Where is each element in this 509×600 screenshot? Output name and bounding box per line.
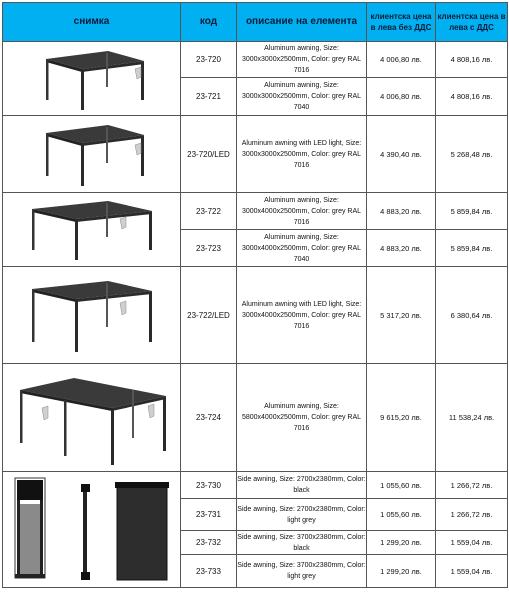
- table-row: [3, 116, 508, 193]
- pergola-image: [3, 47, 180, 111]
- cell-description: Aluminum awning with LED light, Size: 3000x4000x2500mm, Color: grey RAL 7016: [237, 267, 367, 364]
- price-table: [2, 2, 508, 588]
- cell-code: 23-723: [181, 230, 237, 267]
- cell-description: Aluminum awning, Size: 5800x4000x2500mm, Color: grey RAL 7016: [237, 364, 367, 472]
- product-image-pergola-3x4: [3, 193, 181, 267]
- cell-code: 23-724: [181, 364, 237, 472]
- cell-price-no-vat: 4 883,20 лв.: [367, 193, 436, 230]
- cell-price-no-vat: 4 006,80 лв.: [367, 78, 436, 116]
- cell-code: 23-732: [181, 531, 237, 555]
- cell-description: Side awning, Size: 2700x2380mm, Color: black: [237, 472, 367, 499]
- pergola-image: [3, 197, 180, 263]
- cell-description: Side awning, Size: 3700x2380mm, Color: light grey: [237, 555, 367, 588]
- cell-description: Aluminum awning, Size: 3000x4000x2500mm, Color: grey RAL 7040: [237, 230, 367, 267]
- cell-code: 23-721: [181, 78, 237, 116]
- cell-code: 23-731: [181, 499, 237, 531]
- cell-price-no-vat: 1 055,60 лв.: [367, 472, 436, 499]
- cell-price-no-vat: 9 615,20 лв.: [367, 364, 436, 472]
- cell-price-no-vat: 4 390,40 лв.: [367, 116, 436, 193]
- cell-description: Side awning, Size: 2700x2380mm, Color: light grey: [237, 499, 367, 531]
- cell-price-no-vat: 5 317,20 лв.: [367, 267, 436, 364]
- cell-price-vat: 4 808,16 лв.: [436, 78, 508, 116]
- cell-code: 23-720/LED: [181, 116, 237, 193]
- side-awning-image: [3, 474, 180, 586]
- header-description: описание на елемента: [237, 3, 367, 42]
- cell-price-no-vat: 4 883,20 лв.: [367, 230, 436, 267]
- cell-description: Aluminum awning with LED light, Size: 3000x3000x2500mm, Color: grey RAL 7016: [237, 116, 367, 193]
- cell-description: Side awning, Size: 3700x2380mm, Color: black: [237, 531, 367, 555]
- pergola-large-image: [3, 370, 180, 466]
- cell-price-vat: 5 859,84 лв.: [436, 193, 508, 230]
- cell-price-vat: 5 268,48 лв.: [436, 116, 508, 193]
- header-code: код: [181, 3, 237, 42]
- cell-description: Aluminum awning, Size: 3000x3000x2500mm, Color: grey RAL 7016: [237, 42, 367, 78]
- product-image-pergola-5800: [3, 364, 181, 472]
- cell-code: 23-722/LED: [181, 267, 237, 364]
- header-price-no-vat: клиентска цена в лева без ДДС: [367, 3, 436, 42]
- pergola-led-image: [3, 121, 180, 187]
- cell-description: Aluminum awning, Size: 3000x4000x2500mm, Color: grey RAL 7016: [237, 193, 367, 230]
- product-image-pergola-3x3: [3, 42, 181, 116]
- cell-price-vat: 1 266,72 лв.: [436, 499, 508, 531]
- header-row: [3, 3, 508, 42]
- cell-code: 23-730: [181, 472, 237, 499]
- cell-price-vat: 1 559,04 лв.: [436, 555, 508, 588]
- product-image-pergola-3x3-led: [3, 116, 181, 193]
- cell-price-no-vat: 1 055,60 лв.: [367, 499, 436, 531]
- product-image-pergola-3x4-led: [3, 267, 181, 364]
- cell-price-vat: 6 380,64 лв.: [436, 267, 508, 364]
- table-row: [3, 42, 508, 78]
- cell-price-vat: 4 808,16 лв.: [436, 42, 508, 78]
- cell-price-vat: 5 859,84 лв.: [436, 230, 508, 267]
- cell-price-vat: 11 538,24 лв.: [436, 364, 508, 472]
- table-row: [3, 267, 508, 364]
- cell-price-no-vat: 4 006,80 лв.: [367, 42, 436, 78]
- table-row: [3, 364, 508, 472]
- header-image: снимка: [3, 3, 181, 42]
- cell-price-no-vat: 1 299,20 лв.: [367, 531, 436, 555]
- cell-price-no-vat: 1 299,20 лв.: [367, 555, 436, 588]
- cell-description: Aluminum awning, Size: 3000x3000x2500mm, Color: grey RAL 7040: [237, 78, 367, 116]
- cell-code: 23-720: [181, 42, 237, 78]
- product-image-side-awning: [3, 472, 181, 588]
- cell-price-vat: 1 266,72 лв.: [436, 472, 508, 499]
- cell-price-vat: 1 559,04 лв.: [436, 531, 508, 555]
- table-row: [3, 193, 508, 230]
- cell-code: 23-722: [181, 193, 237, 230]
- pergola-led-image: [3, 275, 180, 355]
- cell-code: 23-733: [181, 555, 237, 588]
- table-row: [3, 472, 508, 499]
- header-price-vat: клиентска цена в лева с ДДС: [436, 3, 508, 42]
